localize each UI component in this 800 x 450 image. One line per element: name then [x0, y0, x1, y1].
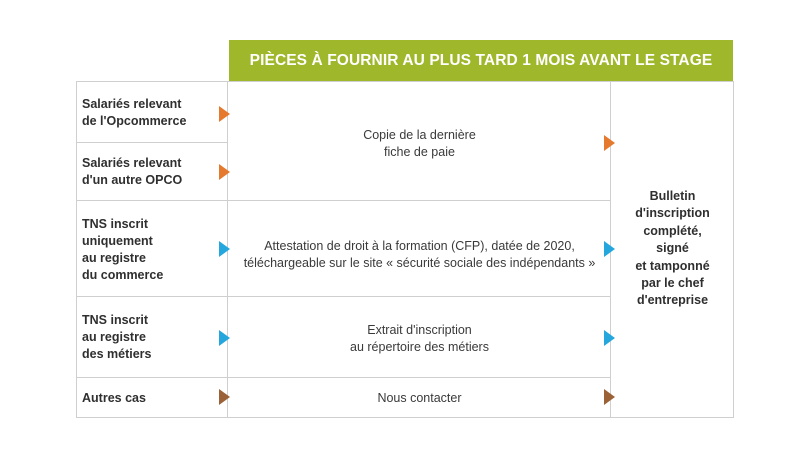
row-label-line: uniquement: [82, 234, 153, 248]
arrow-right-icon: [604, 135, 615, 151]
doc-extrait-repertoire: [229, 322, 610, 356]
row-label-tns-commerce: [82, 216, 222, 284]
row-label-line: de l'Opcommerce: [82, 114, 187, 128]
arrow-right-icon: [219, 106, 230, 122]
row-label-opcommerce: [82, 96, 222, 130]
doc-nous-contacter: [229, 390, 610, 407]
row-label-tns-metiers: [82, 312, 222, 363]
arrow-right-icon: [604, 389, 615, 405]
bulletin-line: complété,: [643, 223, 702, 238]
bulletin-line: d'inscription: [635, 206, 710, 221]
doc-attestation-cfp: [229, 238, 610, 272]
arrow-right-icon: [604, 330, 615, 346]
doc-line: Attestation de droit à la formation (CFP), datée de 2020,: [264, 239, 575, 253]
grid-line-row4: [76, 377, 610, 378]
doc-line: fiche de paie: [384, 145, 455, 159]
row-label-line: du commerce: [82, 268, 164, 282]
grid-line-bottom: [76, 417, 733, 418]
row-label-line: TNS inscrit: [82, 217, 148, 231]
grid-line-top: [76, 81, 733, 82]
table-header: [229, 40, 733, 81]
row-label-line: Salariés relevant: [82, 156, 182, 170]
grid-line-left: [76, 81, 77, 418]
row-label-line: Salariés relevant: [82, 97, 182, 111]
doc-line: Nous contacter: [377, 391, 462, 405]
doc-line: Extrait d'inscription: [367, 323, 472, 337]
bulletin-line: par le chef: [641, 276, 704, 291]
table-header-title: PIÈCES À FOURNIR AU PLUS TARD 1 MOIS AVANT LE STAGE: [249, 51, 713, 69]
row-label-autres-cas: [82, 390, 222, 407]
grid-line-row2: [76, 200, 610, 201]
row-label-line: d'un autre OPCO: [82, 173, 183, 187]
grid-line-row3: [76, 296, 610, 297]
bulletin-line: Bulletin: [649, 189, 696, 203]
doc-fiche-de-paie: [229, 127, 610, 161]
arrow-right-icon: [219, 164, 230, 180]
doc-line: au répertoire des métiers: [350, 340, 489, 354]
bulletin-line: d'entreprise: [636, 293, 709, 308]
bulletin-line: signé: [656, 241, 689, 256]
row-label-line: au registre: [82, 330, 146, 344]
row-label-line: des métiers: [82, 347, 152, 361]
bulletin-line: et tamponné: [635, 258, 710, 273]
row-label-autre-opco: [82, 155, 222, 189]
bulletin-inscription: [612, 188, 733, 310]
grid-line-row1: [76, 142, 227, 143]
doc-line: Copie de la dernière: [363, 128, 476, 142]
row-label-line: au registre: [82, 251, 146, 265]
grid-line-right: [733, 81, 734, 418]
doc-line: téléchargeable sur le site « sécurité sociale des indépendants »: [243, 256, 596, 270]
row-label-line: Autres cas: [82, 391, 146, 405]
row-label-line: TNS inscrit: [82, 313, 148, 327]
